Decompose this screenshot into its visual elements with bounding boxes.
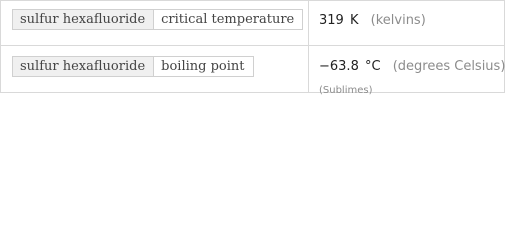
value-cell xyxy=(319,59,505,74)
value-number: 319 xyxy=(319,13,344,28)
unit-name: (degrees Celsius) xyxy=(392,59,506,74)
table-row xyxy=(1,1,504,46)
unit-symbol: K xyxy=(349,13,359,28)
property-results-table xyxy=(0,0,506,96)
property-chip[interactable]: boiling point xyxy=(154,57,252,76)
property-chip[interactable]: critical temperature xyxy=(154,10,302,29)
value-number: −63.8 xyxy=(319,59,359,74)
table-row xyxy=(1,46,506,96)
unit-name: (kelvins) xyxy=(370,13,426,28)
query-chip-group[interactable] xyxy=(12,9,303,30)
unit-symbol: °C xyxy=(364,59,381,74)
value-cell xyxy=(319,13,426,28)
entity-chip[interactable]: sulfur hexafluoride xyxy=(13,57,154,76)
query-chip-group[interactable] xyxy=(12,56,254,77)
entity-chip[interactable]: sulfur hexafluoride xyxy=(13,10,154,29)
value-note: (Sublimes) xyxy=(319,85,373,96)
